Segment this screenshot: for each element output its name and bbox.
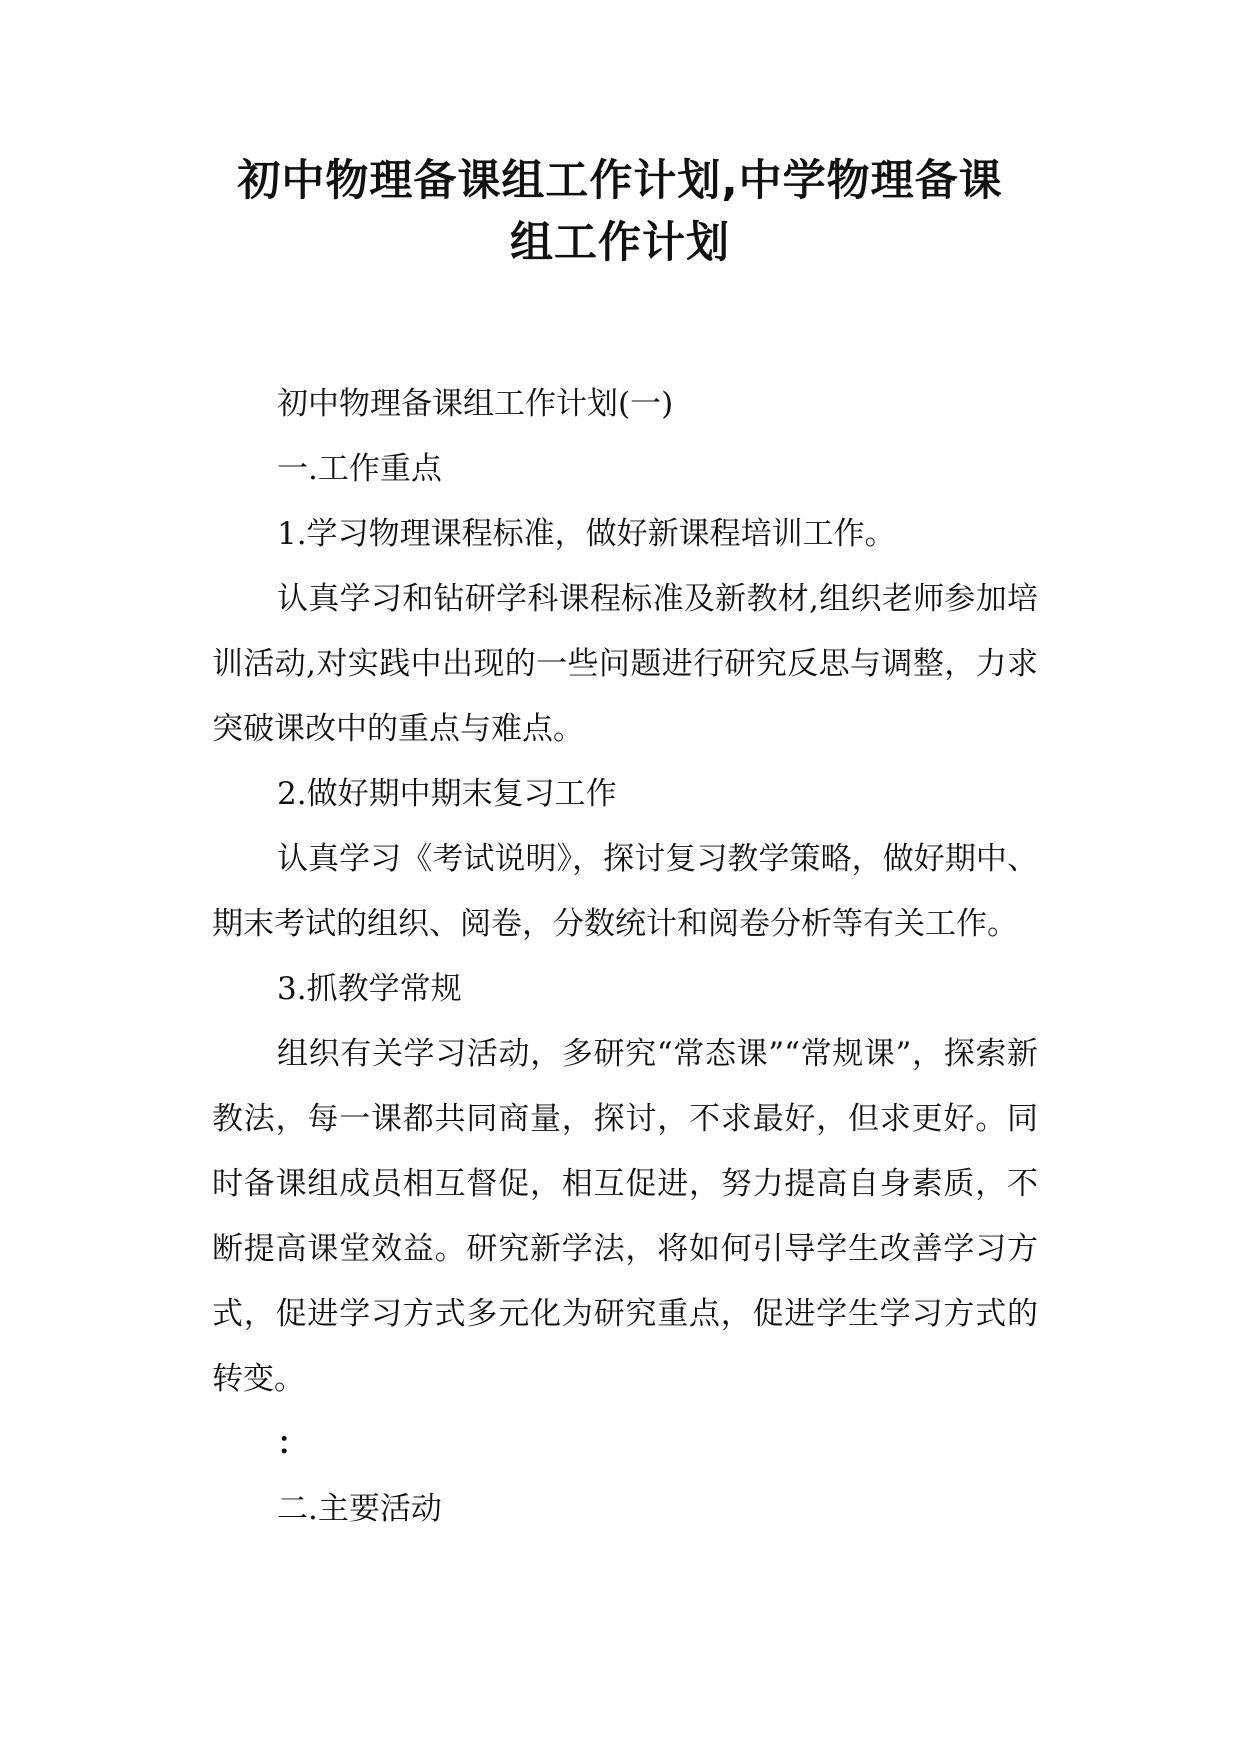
- paragraph-3: 组织有关学习活动，多研究“常态课”“常规课”，探索新教法，每一课都共同商量，探讨，不求最好，但求更好。同时备课组成员相互督促，相互促进，努力提高自身素质，不断提高课堂效益。研究新学法，将如何引导学生改善学习方式，促进学习方式多元化为研究重点，促进学生学习方式的转变。: [212, 1036, 1038, 1397]
- plan-subtitle: 初中物理备课组工作计划(一): [277, 386, 674, 422]
- paragraph-1: 认真学习和钻研学科课程标准及新教材,组织老师参加培训活动,对实践中出现的一些问题进行研究反思与调整，力求突破课改中的重点与难点。: [212, 581, 1038, 747]
- section-heading-main-activities: 二.主要活动: [277, 1491, 442, 1527]
- item-heading-3: 3.抓教学常规: [277, 971, 462, 1007]
- title-line-2: 组工作计划: [510, 218, 730, 268]
- section-heading-work-focus: 一.工作重点: [277, 451, 442, 487]
- item-heading-2: 2.做好期中期末复习工作: [277, 776, 617, 812]
- colon-mark: ：: [277, 1426, 308, 1462]
- document-title: [180, 150, 1060, 274]
- document-body: [212, 372, 1038, 1542]
- item-heading-1: 1.学习物理课程标准，做好新课程培训工作。: [277, 516, 896, 552]
- paragraph-2: 认真学习《考试说明》，探讨复习教学策略，做好期中、期末考试的组织、阅卷，分数统计和阅卷分析等有关工作。: [212, 841, 1038, 942]
- title-line-1: 初中物理备课组工作计划,中学物理备课: [237, 156, 1003, 206]
